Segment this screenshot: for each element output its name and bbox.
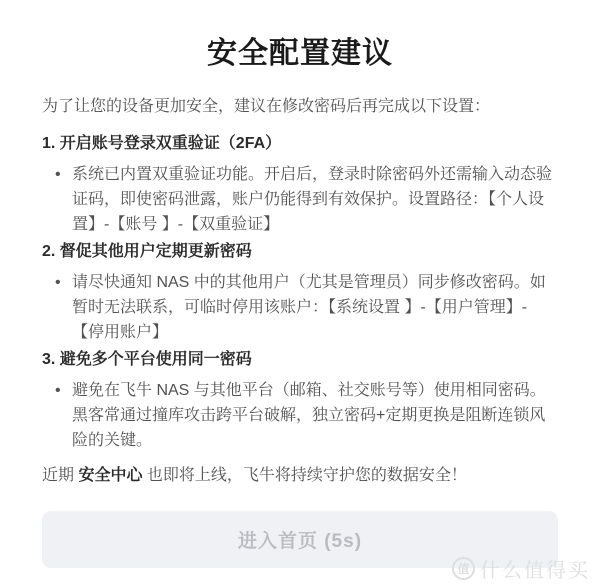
intro-text: 为了让您的设备更加安全，建议在修改密码后再完成以下设置：	[42, 98, 491, 115]
footer-note-prefix: 近期	[42, 467, 79, 484]
section-unique-password	[42, 349, 558, 453]
smzdm-watermark	[452, 554, 590, 583]
smzdm-logo-icon: 值	[452, 557, 475, 580]
bullet-text-other-users: 请尽快通知 NAS 中的其他用户（尤其是管理员）同步修改密码。如暂时无法联系，可临时停用该账户：【系统设置 】-【用户管理】-【停用账户】	[72, 274, 546, 341]
bullet-icon: •	[55, 166, 61, 183]
bullet-icon: •	[55, 274, 61, 291]
bullet-text-unique-password: 避免在飞牛 NAS 与其他平台（邮箱、社交账号等）使用相同密码。黑客常通过撞库攻击跨平台破解，独立密码+定期更换是阻断连锁风险的关键。	[72, 382, 546, 449]
section-heading-2fa: 1. 开启账号登录双重验证（2FA）	[42, 135, 282, 152]
bullet-text-2fa: 系统已内置双重验证功能。开启后，登录时除密码外还需输入动态验证码，即使密码泄露，账户仍能得到有效保护。设置路径：【个人设置】-【账号 】-【双重验证】	[72, 166, 553, 233]
section-2fa	[42, 133, 558, 237]
section-heading-unique-password: 3. 避免多个平台使用同一密码	[42, 351, 252, 368]
section-other-users	[42, 241, 558, 345]
footer-note	[42, 465, 558, 487]
list-item	[42, 270, 558, 345]
enter-home-button[interactable]: 进入首页 (5s)	[42, 511, 558, 568]
bullet-icon: •	[55, 382, 61, 399]
list-item	[42, 162, 558, 237]
footer-note-highlight: 安全中心	[78, 467, 143, 484]
list-item	[42, 378, 558, 453]
section-heading-other-users: 2. 督促其他用户定期更新密码	[42, 243, 252, 260]
footer-note-suffix: 也即将上线，飞牛将持续守护您的数据安全！	[142, 467, 467, 484]
page-title: 安全配置建议	[207, 37, 393, 70]
watermark-brand-text: 什么值得买	[480, 560, 590, 582]
